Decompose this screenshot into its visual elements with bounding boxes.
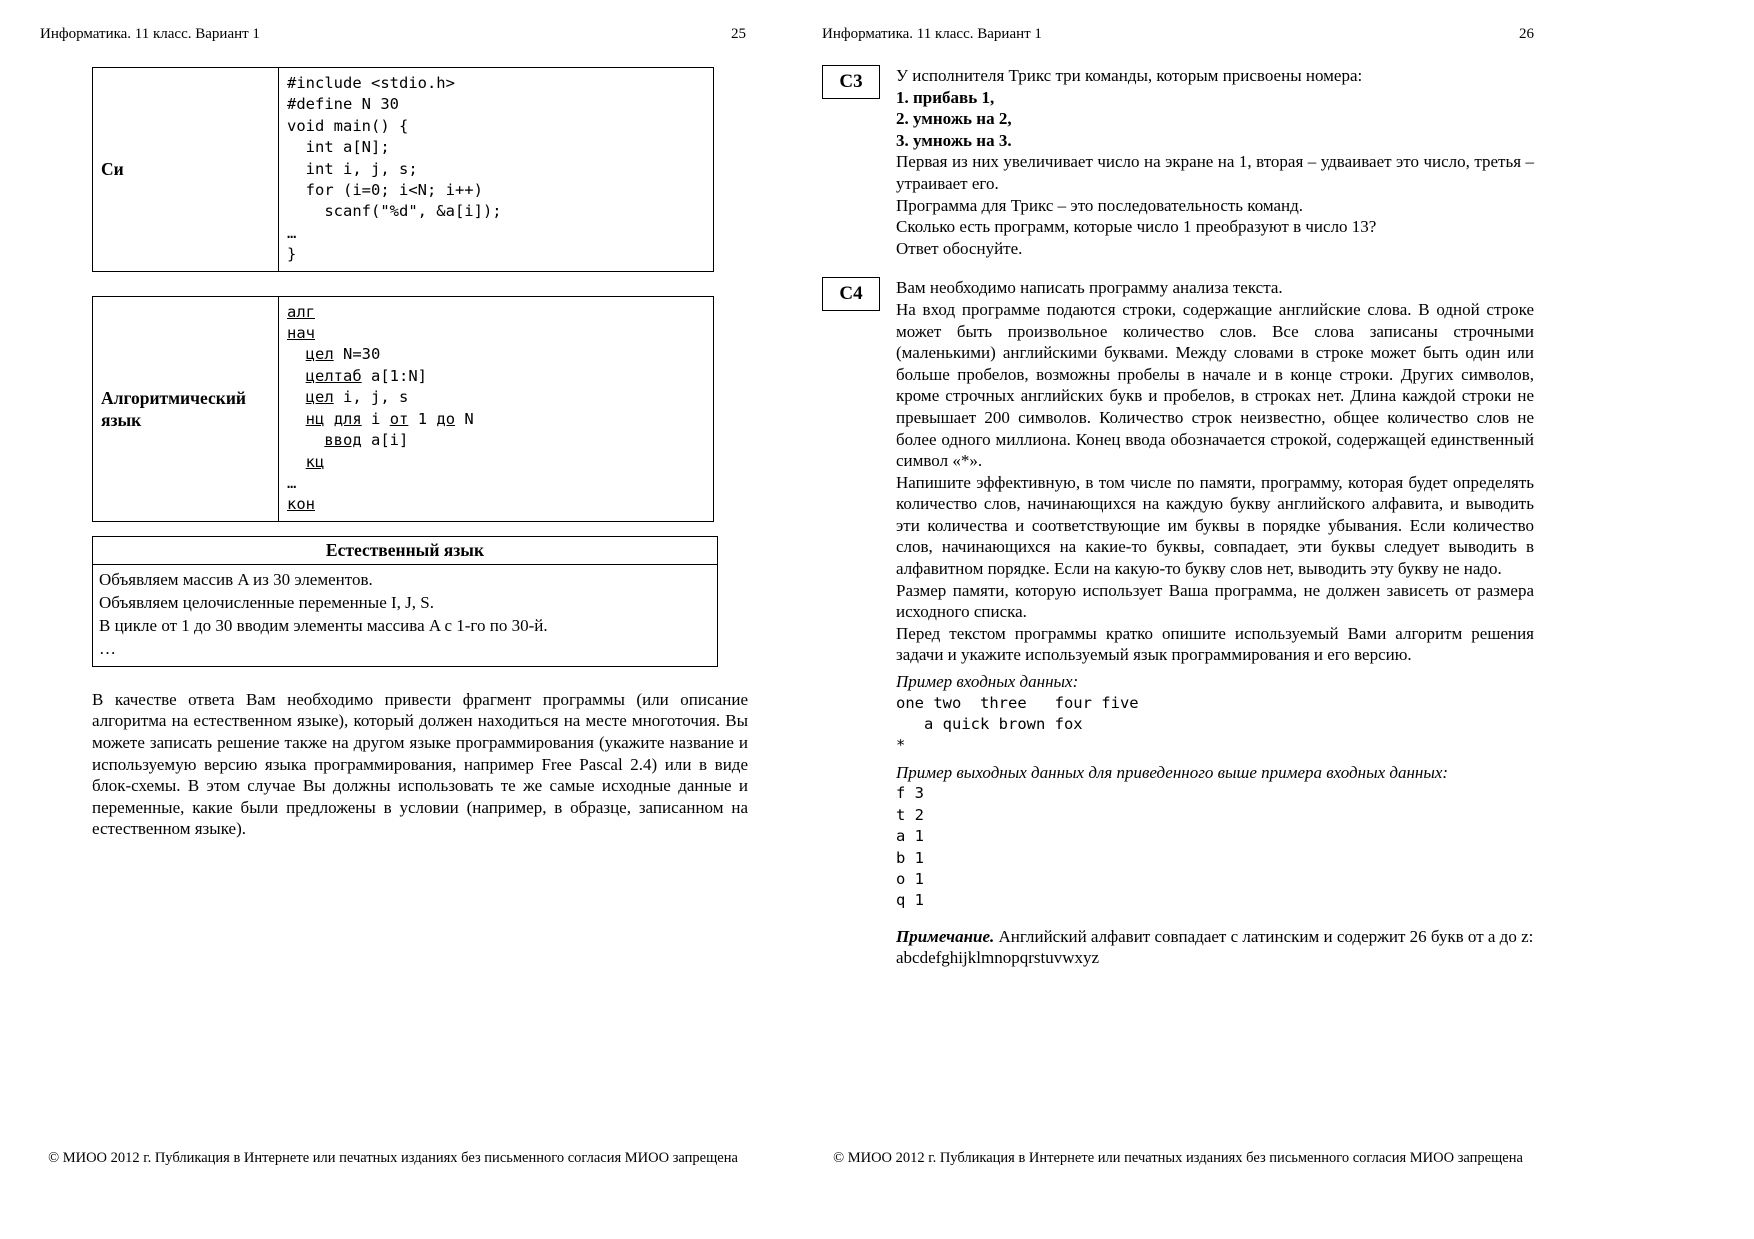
task-c4-paragraph: *: [896, 736, 906, 755]
code-text: [287, 431, 324, 449]
task-c4-paragraph: one two three four five: [896, 693, 1139, 712]
c-code-line: int i, j, s;: [287, 159, 418, 178]
code-text: [287, 410, 306, 428]
code-text: i: [361, 409, 390, 428]
task-c4-paragraph: a 1: [896, 827, 924, 846]
algo-code-line: [287, 452, 705, 473]
code-text: 1: [408, 409, 437, 428]
c-code-cell: [279, 68, 713, 271]
page-footer-right: © МИОО 2012 г. Публикация в Интернете или печатных изданиях без письменного согласия МИОО запрещена: [833, 1150, 1523, 1166]
task-c4-paragraph: Напишите эффективную, в том числе по памяти, программу, которая будет определять количество слов, начинающихся на каждую букву английского алфавита, и выводить эти количества и соответствующие им буквы в порядке убывания. Если количество слов, начинающихся на какие-то буквы, совпадает, эти буквы следует выводить в алфавитном порядке. Если на какую-то букву слов нет, выводить эту букву не надо.: [896, 472, 1534, 579]
natural-language-line: Объявляем массив A из 30 элементов.: [99, 569, 373, 589]
code-text: i, j, s: [333, 388, 409, 407]
code-text: a[1:N]: [361, 366, 427, 385]
algo-code-line: [287, 366, 705, 387]
c-language-label: Си: [93, 68, 279, 271]
c-code-line: #define N 30: [287, 95, 399, 114]
natural-language-line: В цикле от 1 до 30 вводим элементы массива A с 1-го по 30-й.: [99, 615, 548, 635]
algorithmic-language-label: Алгоритмический язык: [93, 297, 279, 521]
code-text: [287, 388, 306, 406]
algo-code-line: [287, 344, 705, 365]
algo-code-line: [287, 409, 705, 430]
page-number: 26: [1519, 26, 1534, 42]
code-text: a[i]: [361, 431, 409, 450]
c-code-line: int a[N];: [287, 138, 390, 157]
task-c4-paragraph: o 1: [896, 870, 924, 889]
algo-code-line: [287, 473, 705, 494]
code-text: …: [287, 473, 297, 492]
algo-code-line: [287, 323, 705, 344]
task-c3-paragraph: 1. прибавь 1,: [896, 87, 995, 107]
task-c4-body: [896, 277, 1534, 969]
c-code-line: …: [287, 223, 297, 242]
algo-keyword: кон: [287, 495, 315, 514]
page-number: 25: [731, 26, 746, 42]
task-c3-paragraph: У исполнителя Трикс три команды, которым присвоены номера:: [896, 66, 1363, 85]
algo-keyword: от: [389, 409, 409, 428]
code-text: [287, 453, 306, 471]
task-c4-paragraph: На вход программе подаются строки, содержащие английские слова. В одной строке может быть произвольное количество слов. Все слова записаны строчными (маленькими) английскими буквами. Между словами в строке может быть один или больше пробелов, возможны пробелы в начале и в конце строки. Других символов, кроме строчных английских букв и пробелов, в строках нет. Длина каждой строки не превышает 200 символов. Количество строк неизвестно, общее количество слов не более одного миллиона. Конец ввода обозначается строкой, содержащей единственный символ «*».: [896, 299, 1534, 471]
c-language-table: [92, 67, 714, 272]
left-page-content: [92, 67, 748, 840]
algo-keyword: нц: [305, 409, 325, 428]
algo-keyword: цел: [305, 388, 334, 407]
page-header-left: [40, 26, 746, 43]
c-code-line: #include <stdio.h>: [287, 74, 455, 92]
page-25: [0, 0, 805, 1239]
task-c4-paragraph: a quick brown fox: [896, 715, 1083, 734]
algo-code-line: [287, 302, 705, 323]
note-lead: Примечание.: [896, 926, 995, 946]
task-c3-paragraph: Программа для Трикс – это последовательность команд.: [896, 195, 1304, 215]
algo-keyword: цел: [305, 345, 334, 364]
task-c3-body: [896, 65, 1534, 259]
task-c4-paragraph: abcdefghijklmnopqrstuvwxyz: [896, 948, 1100, 968]
task-c4-paragraph: t 2: [896, 805, 924, 824]
task-c4-paragraph: b 1: [896, 848, 924, 867]
page-26: [805, 0, 1754, 1239]
task-c3-paragraph: 3. умножь на 3.: [896, 130, 1012, 150]
header-title: Информатика. 11 класс. Вариант 1: [822, 26, 1042, 42]
task-c4-paragraph: Перед текстом программы кратко опишите используемый Вами алгоритм решения задачи и укажите используемый язык программирования и его версию.: [896, 623, 1534, 665]
task-c4-label-box: С4: [822, 277, 880, 311]
task-c4-paragraph: Примечание. Английский алфавит совпадает с латинским и содержит 26 букв от a до z:: [896, 926, 1534, 946]
code-text: N=30: [333, 345, 381, 364]
algo-keyword: ввод: [324, 431, 362, 450]
task-c3-paragraph: Ответ обоснуйте.: [896, 238, 1023, 258]
c-code-line: for (i=0; i<N; i++): [287, 181, 483, 200]
task-c4-paragraph: Пример выходных данных для приведенного выше примера входных данных:: [896, 762, 1449, 782]
algo-code-block: [287, 302, 705, 516]
task-c4-paragraph: Размер памяти, которую использует Ваша программа, не должен зависеть от размера исходного списка.: [896, 580, 1534, 622]
algo-keyword: алг: [287, 302, 315, 321]
algo-keyword: целтаб: [305, 366, 362, 385]
code-text: N: [455, 409, 474, 428]
natural-language-line: Объявляем целочисленные переменные I, J, S.: [99, 592, 434, 612]
task-c4-paragraph: Пример входных данных:: [896, 672, 1079, 692]
natural-language-title: Естественный язык: [93, 537, 717, 565]
algo-code-line: [287, 430, 705, 451]
c-code-block: [287, 73, 705, 266]
algo-code-line: [287, 494, 705, 515]
c-code-line: scanf("%d", &a[i]);: [287, 202, 502, 221]
task-c4: [822, 277, 1534, 969]
task-c3-paragraph: Первая из них увеличивает число на экране на 1, вторая – удваивает это число, третья – утраивает его.: [896, 152, 1534, 193]
page-footer-left: © МИОО 2012 г. Публикация в Интернете или печатных изданиях без письменного согласия МИОО запрещена: [48, 1150, 738, 1166]
c-code-line: }: [287, 245, 297, 264]
task-c4-paragraph: q 1: [896, 891, 924, 910]
algo-keyword: кц: [305, 452, 325, 471]
algo-keyword: для: [333, 409, 362, 428]
task-c3-paragraph: 2. умножь на 2,: [896, 109, 1012, 129]
task-c4-paragraph: Вам необходимо написать программу анализа текста.: [896, 278, 1283, 298]
natural-language-line: …: [99, 638, 116, 658]
c-code-line: void main() {: [287, 116, 409, 135]
natural-language-table: [92, 536, 718, 667]
algo-code-line: [287, 387, 705, 408]
code-text: [287, 345, 306, 363]
algo-keyword: нач: [287, 324, 315, 343]
algorithmic-language-table: [92, 296, 714, 522]
natural-language-body: [93, 565, 717, 666]
task-c4-paragraph: f 3: [896, 784, 924, 803]
task-c3-paragraph: Сколько есть программ, которые число 1 преобразуют в число 13?: [896, 217, 1377, 237]
page-header-right: [822, 26, 1534, 43]
algo-keyword: до: [436, 409, 456, 428]
code-text: [324, 410, 333, 428]
code-text: [287, 367, 306, 385]
task-c3-label-box: С3: [822, 65, 880, 99]
algo-code-cell: [279, 297, 713, 521]
tasks-container: [822, 65, 1534, 969]
answer-instructions-paragraph: В качестве ответа Вам необходимо привести фрагмент программы (или описание алгоритма на естественном языке), который должен находиться на месте многоточия. Вы можете записать решение также на другом языке программирования (укажите название и используемую версию языка программирования, например Free Pascal 2.4) или в виде блок-схемы. В этом случае Вы должны использовать те же самые исходные данные и переменные, какие были предложены в условии (например, в образце, записанном на естественном языке).: [92, 689, 748, 839]
header-title: Информатика. 11 класс. Вариант 1: [40, 26, 260, 42]
task-c3: [822, 65, 1534, 259]
